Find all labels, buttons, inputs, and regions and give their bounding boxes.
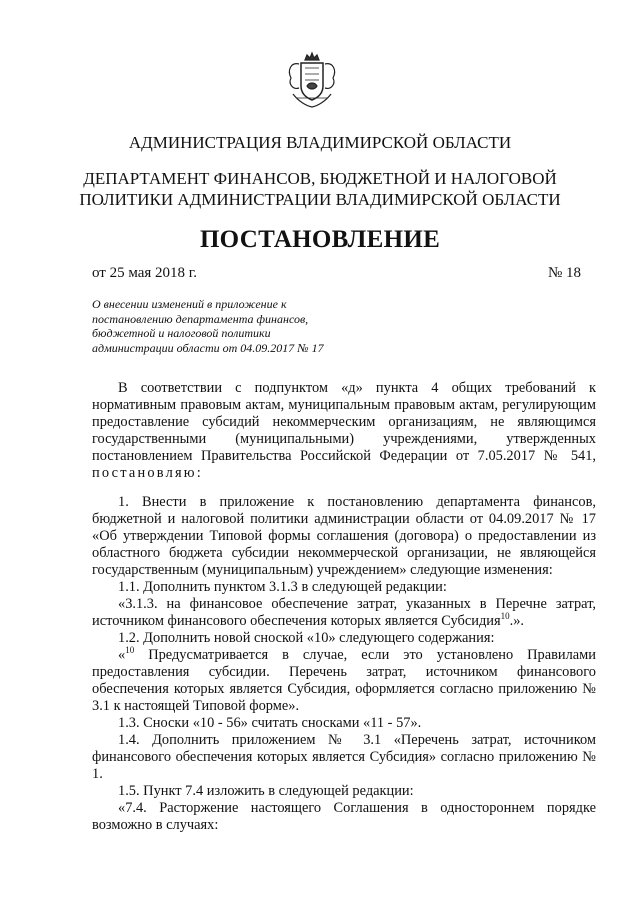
paragraph-1-1-text	[92, 596, 596, 630]
coat-of-arms-icon	[285, 50, 339, 110]
text-span: «3.1.3. на финансовое обеспечение затрат, указанных в Перечне затрат, источником финансового обеспечения которых является Субсидия	[92, 596, 596, 629]
resolve-word: постановляю:	[92, 465, 203, 481]
paragraph-1-5: 1.5. Пункт 7.4 изложить в следующей редакции:	[118, 783, 414, 799]
document-date: от 25 мая 2018 г.	[92, 265, 198, 281]
paragraph-1-4: 1.4. Дополнить приложением № 3.1 «Перечень затрат, источником финансового обеспечения которых является Субсидия» согласно приложению № 1.	[92, 732, 596, 782]
paragraph-1-2: 1.2. Дополнить новой сноской «10» следующего содержания:	[118, 630, 495, 646]
department-name-line1: ДЕПАРТАМЕНТ ФИНАНСОВ, БЮДЖЕТНОЙ И НАЛОГОВОЙ	[83, 169, 557, 188]
department-name	[0, 168, 640, 210]
footnote-mark: 10	[125, 645, 135, 656]
subject-line: О внесении изменений в приложение к	[92, 297, 287, 311]
subject-line: постановлению департамента финансов,	[92, 311, 309, 326]
document-number: № 18	[548, 265, 582, 281]
subject-line: бюджетной и налоговой политики	[92, 326, 271, 340]
department-name-line2: ПОЛИТИКИ АДМИНИСТРАЦИИ ВЛАДИМИРСКОЙ ОБЛАСТИ	[79, 190, 561, 209]
text-span: Предусматривается в случае, если это установлено Правилами предоставления субсидии. Перечень затрат, источником финансового обеспечения которых является Субсидия, оформляется согласно приложению № 3.1 к настоящей Типовой форме».	[92, 647, 596, 714]
footnote-mark: 10	[500, 611, 510, 622]
document-subject	[92, 297, 362, 355]
document-type-title: ПОСТАНОВЛЕНИЕ	[199, 226, 441, 253]
paragraph-1-2-text	[92, 647, 596, 715]
subject-line: администрации области от 04.09.2017 № 17	[92, 340, 324, 355]
text-span: «	[118, 647, 126, 663]
paragraph-1-3: 1.3. Сноски «10 - 56» считать сносками «11 - 57».	[118, 715, 422, 731]
paragraph-1: 1. Внести в приложение к постановлению департамента финансов, бюджетной и налоговой политики администрации области от 04.09.2017 № 17 «Об утверждении Типовой формы соглашения (договора) о предоставлении из областного бюджета субсидии некоммерческой организации, не являющейся государственным (муниципальным) учреждением» следующие изменения:	[92, 494, 596, 578]
paragraph-1-5-text: «7.4. Расторжение настоящего Соглашения в одностороннем порядке возможно в случаях:	[92, 800, 596, 833]
paragraph-1-1: 1.1. Дополнить пунктом 3.1.3 в следующей редакции:	[118, 579, 447, 595]
document-body	[92, 380, 596, 834]
administration-name: АДМИНИСТРАЦИЯ ВЛАДИМИРСКОЙ ОБЛАСТИ	[128, 133, 512, 152]
text-span: .».	[509, 613, 524, 629]
preamble-paragraph	[92, 380, 596, 482]
preamble-text: В соответствии с подпунктом «д» пункта 4 общих требований к нормативным правовым актам, муниципальным правовым актам, регулирующим предоставление субсидий некоммерческим организациям, не являющимся государственными (муниципальными) учреждениями, утвержденных постановлением Правительства Российской Федерации от 7.05.2017 № 541,	[92, 380, 596, 464]
